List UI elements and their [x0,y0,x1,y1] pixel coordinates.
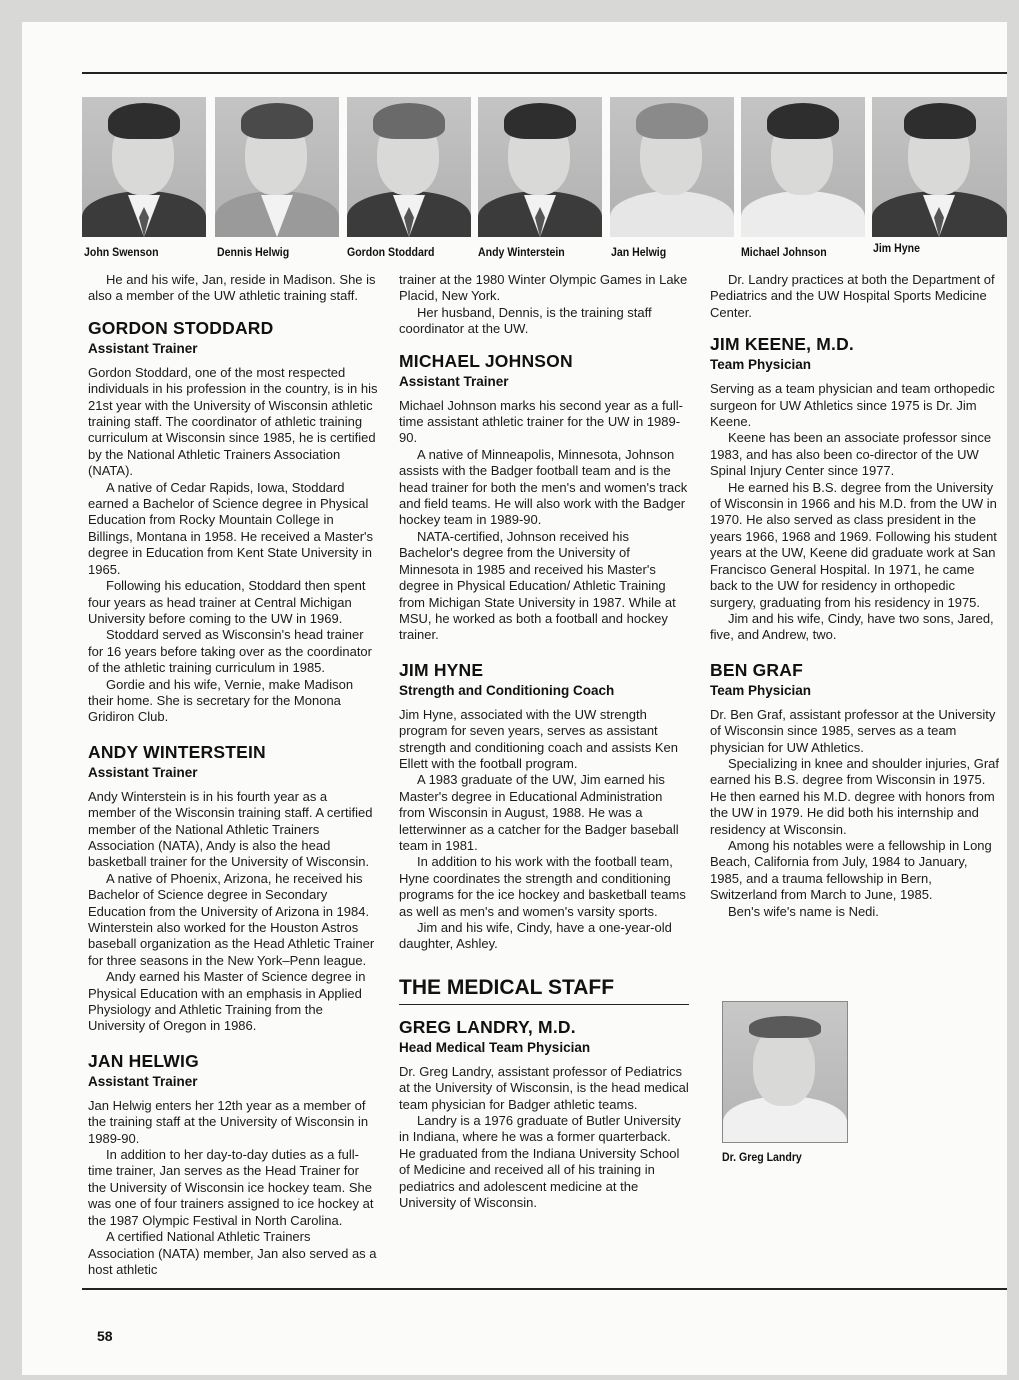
winterstein-paragraph: A native of Phoenix, Arizona, he received his Bachelor of Science degree in Secondary Education from the University of Arizona in 1984. Winterstein also worked for the Houston Astros baseball organization as the Head Athletic Trainer for three seasons in the New York–Penn league. [88,870,375,968]
winterstein-paragraph: Andy Winterstein is in his fourth year as a member of the Wisconsin training staff. A certified member of the National Athletic Trainers Association (NATA), Andy is also the head basketball trainer for the University of Wisconsin. [88,788,373,870]
top-rule [82,72,1007,74]
johnson-paragraph: A native of Minneapolis, Minnesota, Johnson assists with the Badger football team and is the head trainer for both the men's and women's track and field teams. He will also work with the Badger hockey team in 1989-90. [399,446,688,528]
medical-staff-heading: THE MEDICAL STAFF [399,975,615,999]
johnson-paragraph: Michael Johnson marks his second year as a full-time assistant athletic trainer for the UW in 1989-90. [399,397,683,446]
hyne-paragraph: In addition to his work with the football team, Hyne coordinates the strength and conditioning programs for the ice hockey and basketball teams as well as men's and women's varsity sports. [399,854,686,919]
stoddard-paragraph: Gordie and his wife, Vernie, make Madison their home. She is secretary for the Monona Gridiron Club. [88,676,354,725]
keene-heading: JIM KEENE, M.D. [710,334,854,355]
portrait-greg-landry [722,1001,848,1143]
hyne-title: Strength and Conditioning Coach [399,682,615,698]
column-3 [710,272,1000,920]
caption-michael-johnson: Michael Johnson [741,245,827,259]
continued-paragraph: Dr. Landry practices at both the Department of Pediatrics and the UW Hospital Sports Medicine Center. [710,272,995,320]
column-2 [399,272,689,1211]
johnson-heading: MICHAEL JOHNSON [399,350,573,371]
graf-paragraph: Specializing in knee and shoulder injuries, Graf earned his B.S. degree from Wisconsin in 1975. He then earned his M.D. degree with honors from the UW in 1979. He did both his internship and residency at Wisconsin. [710,755,999,837]
caption-jan-helwig: Jan Helwig [611,245,667,259]
winterstein-heading: ANDY WINTERSTEIN [88,741,266,762]
portrait-andy-winterstein [478,97,602,237]
landry-title: Head Medical Team Physician [399,1039,591,1055]
johnson-paragraph: NATA-certified, Johnson received his Bachelor's degree from the University of Minnesota in 1985 and received his Master's degree in Physical Education/ Athletic Training from Michigan State University in 1987. While at MSU, he worked as both a football and hockey trainer. [399,528,676,643]
portrait-dennis-helwig [215,97,339,237]
column-1 [88,272,378,1278]
jan-helwig-paragraph: A certified National Athletic Trainers Association (NATA) member, Jan also served as a host athletic [88,1229,377,1277]
keene-paragraph: He earned his B.S. degree from the University of Wisconsin in 1966 and his M.D. from the UW in 1970. He also served as class president in the years 1966, 1968 and 1969. Following his student years at the UW, Keene did graduate work at San Francisco General Hospital. In 1971, he came back to the UW for residency in orthopedic surgery, graduating from his residency in 1975. [710,479,997,610]
stoddard-paragraph: Following his education, Stoddard then spent four years as head trainer at Central Michigan University before coming to the UW in 1969. [88,578,366,626]
hyne-paragraph: A 1983 graduate of the UW, Jim earned his Master's degree in Educational Administration from Wisconsin in August, 1988. He was a letterwinner as a catcher for the Badger baseball team in 1981. [399,772,679,853]
hyne-paragraph: Jim Hyne, associated with the UW strength program for seven years, serves as assistant strength and conditioning coach and assists Ken Ellett with the football program. [399,706,678,771]
caption-gordon-stoddard: Gordon Stoddard [347,245,435,259]
intro-paragraph: He and his wife, Jan, reside in Madison. She is also a member of the UW athletic training staff. [88,272,376,304]
landry-heading: GREG LANDRY, M.D. [399,1016,576,1037]
continued-paragraph: Her husband, Dennis, is the training staff coordinator at the UW. [399,304,652,337]
hyne-paragraph: Jim and his wife, Cindy, have a one-year-old daughter, Ashley. [399,920,672,952]
stoddard-paragraph: A native of Cedar Rapids, Iowa, Stoddard earned a Bachelor of Science degree in Physical Education from Rocky Mountain College in Billings, Montana in 1958. He received a Master's degree in Education from Kent State University in 1965. [88,479,374,577]
continued-paragraph: trainer at the 1980 Winter Olympic Games in Lake Placid, New York. [399,272,688,304]
landry-paragraph: Dr. Greg Landry, assistant professor of Pediatrics at the University of Wisconsin, is the head medical team physician for Badger athletic teams. [399,1063,689,1112]
portrait-john-swenson [82,97,206,237]
johnson-title: Assistant Trainer [399,373,509,389]
caption-jim-hyne: Jim Hyne [873,241,920,255]
graf-paragraph: Ben's wife's name is Nedi. [728,903,879,919]
stoddard-paragraph: Stoddard served as Wisconsin's head trainer for 16 years before taking over as the coordinator of the athletic training curriculum in 1985. [88,627,372,676]
caption-john-swenson: John Swenson [84,245,159,259]
caption-dennis-helwig: Dennis Helwig [217,245,290,259]
bottom-rule [82,1288,1007,1290]
keene-paragraph: Jim and his wife, Cindy, have two sons, Jared, five, and Andrew, two. [710,610,994,643]
portrait-jan-helwig [610,97,734,237]
page-number: 58 [97,1328,113,1344]
jan-helwig-paragraph: In addition to her day-to-day duties as a full-time trainer, Jan serves as the Head Trainer for the University of Wisconsin ice hockey team. She was one of four trainers assigned to ice hockey at the 1987 Olympic Festival in North Carolina. [88,1147,374,1228]
caption-andy-winterstein: Andy Winterstein [478,245,565,259]
graf-paragraph: Dr. Ben Graf, assistant professor at the University of Wisconsin since 1985, serves as a team physician for UW Athletics. [710,706,996,755]
keene-title: Team Physician [710,357,812,373]
jan-helwig-title: Assistant Trainer [88,1073,198,1089]
magazine-page [22,22,1007,1375]
caption-greg-landry: Dr. Greg Landry [722,1150,802,1164]
jan-helwig-heading: JAN HELWIG [88,1050,199,1071]
portrait-jim-hyne [872,97,1007,237]
section-rule [399,1004,689,1005]
keene-paragraph: Serving as a team physician and team orthopedic surgeon for UW Athletics since 1975 is Dr. Jim Keene. [710,381,995,430]
graf-heading: BEN GRAF [710,659,803,680]
stoddard-paragraph: Gordon Stoddard, one of the most respected individuals in his profession in the country, is in his 21st year with the University of Wisconsin athletic training staff. The coordinator of athletic training curriculum at Wisconsin since 1985, he is certified by the National Athletic Trainers Association (NATA). [88,364,378,479]
winterstein-title: Assistant Trainer [88,764,198,780]
portrait-gordon-stoddard [347,97,471,237]
jan-helwig-paragraph: Jan Helwig enters her 12th year as a member of the training staff at the University of Wisconsin in 1989-90. [88,1097,369,1146]
graf-paragraph: Among his notables were a fellowship in Long Beach, California from July, 1984 to January, 1985, and a trauma fellowship in Bern, Switzerland from March to June, 1985. [710,837,992,903]
portrait-michael-johnson [741,97,865,237]
winterstein-paragraph: Andy earned his Master of Science degree in Physical Education with an emphasis in Applied Physiology and Athletic Training from the University of Oregon in 1986. [88,969,366,1034]
landry-paragraph: Landry is a 1976 graduate of Butler University in Indiana, where he was a former quarterback. He graduated from the Indiana University School of Medicine and received all of his training in pediatrics and adolescent medicine at the University of Wisconsin. [399,1113,681,1211]
keene-paragraph: Keene has been an associate professor since 1983, and has also been co-director of the UW Spinal Injury Center since 1977. [710,430,992,479]
graf-title: Team Physician [710,682,812,698]
stoddard-heading: GORDON STODDARD [88,317,274,338]
hyne-heading: JIM HYNE [399,659,484,680]
stoddard-title: Assistant Trainer [88,340,198,356]
